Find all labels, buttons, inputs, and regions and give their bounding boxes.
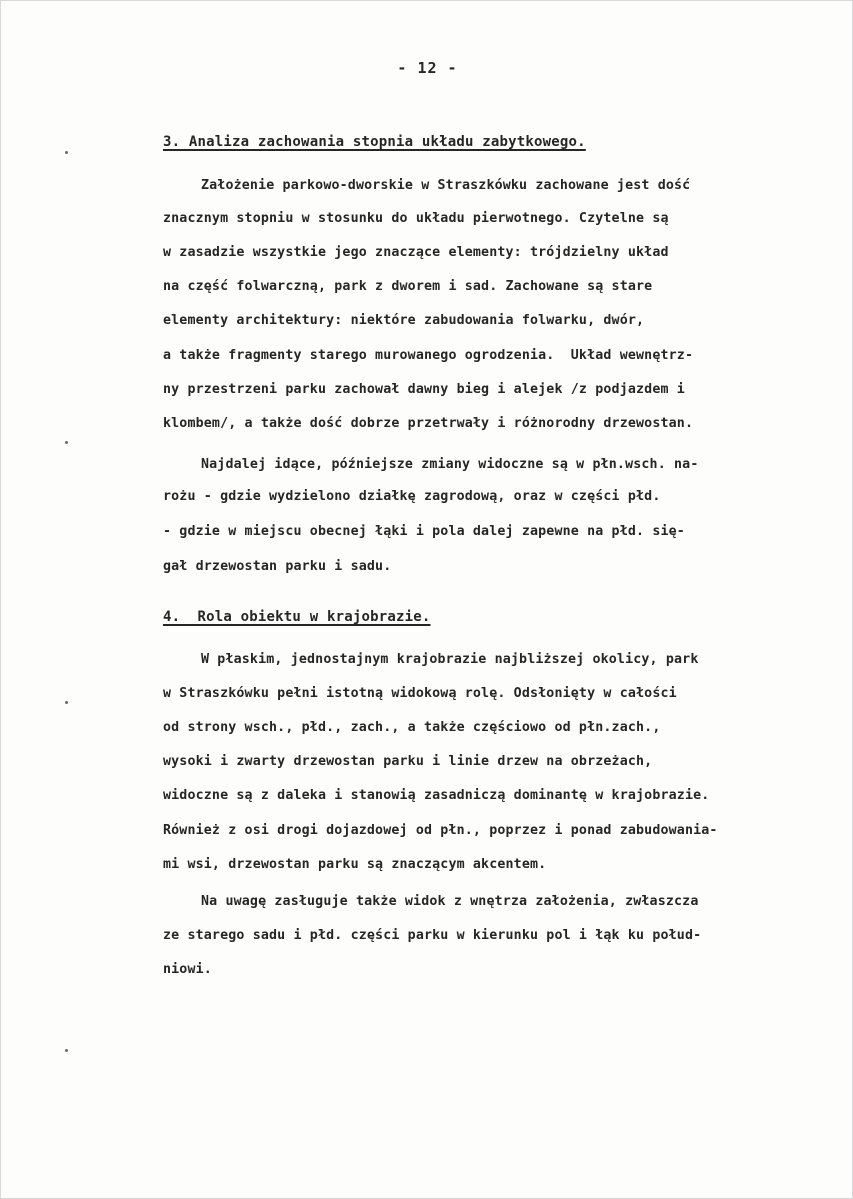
- text-line: znacznym stopniu w stosunku do układu pierwotnego. Czytelne są: [163, 211, 669, 226]
- margin-punch-mark: [65, 1049, 68, 1052]
- text-line: wysoki i zwarty drzewostan parku i linie drzew na obrzeżach,: [163, 754, 653, 769]
- margin-punch-mark: [65, 701, 68, 704]
- text-line: Na uwagę zasługuje także widok z wnętrza założenia, zwłaszcza: [201, 894, 699, 909]
- section-3-heading: 3. Analiza zachowania stopnia układu zabytkowego.: [163, 134, 586, 150]
- text-line: W płaskim, jednostajnym krajobrazie najbliższej okolicy, park: [201, 652, 699, 667]
- text-line: od strony wsch., płd., zach., a także częściowo od płn.zach.,: [163, 720, 661, 735]
- text-line: Założenie parkowo-dworskie w Straszkówku zachowane jest dość: [201, 178, 691, 193]
- margin-punch-mark: [65, 441, 68, 444]
- text-line: na część folwarczną, park z dworem i sad. Zachowane są stare: [163, 279, 653, 294]
- text-line: elementy architektury: niektóre zabudowania folwarku, dwór,: [163, 313, 645, 328]
- text-line: - gdzie w miejscu obecnej łąki i pola dalej zapewne na płd. się-: [163, 524, 685, 539]
- section-4-heading: 4. Rola obiektu w krajobrazie.: [163, 609, 431, 625]
- text-line: Również z osi drogi dojazdowej od płn., poprzez i ponad zabudowania-: [163, 823, 718, 838]
- text-line: niowi.: [163, 962, 212, 977]
- text-line: mi wsi, drzewostan parku są znaczącym akcentem.: [163, 857, 547, 872]
- text-line: rożu - gdzie wydzielono działkę zagrodową, oraz w części płd.: [163, 489, 661, 504]
- text-line: ny przestrzeni parku zachował dawny bieg i alejek /z podjazdem i: [163, 382, 685, 397]
- page-number: - 12 -: [397, 59, 458, 77]
- text-line: gał drzewostan parku i sadu.: [163, 559, 392, 574]
- text-line: a także fragmenty starego murowanego ogrodzenia. Układ wewnętrz-: [163, 348, 694, 363]
- text-line: Najdalej idące, późniejsze zmiany widoczne są w płn.wsch. na-: [201, 457, 699, 472]
- margin-punch-mark: [65, 151, 68, 154]
- text-line: ze starego sadu i płd. części parku w kierunku pol i łąk ku połud-: [163, 928, 702, 943]
- text-line: widoczne są z daleka i stanowią zasadniczą dominantę w krajobrazie.: [163, 788, 710, 803]
- text-line: klombem/, a także dość dobrze przetrwały i różnorodny drzewostan.: [163, 416, 694, 431]
- text-line: w Straszkówku pełni istotną widokową rolę. Odsłonięty w całości: [163, 686, 677, 701]
- text-line: w zasadzie wszystkie jego znaczące elementy: trójdzielny układ: [163, 245, 669, 260]
